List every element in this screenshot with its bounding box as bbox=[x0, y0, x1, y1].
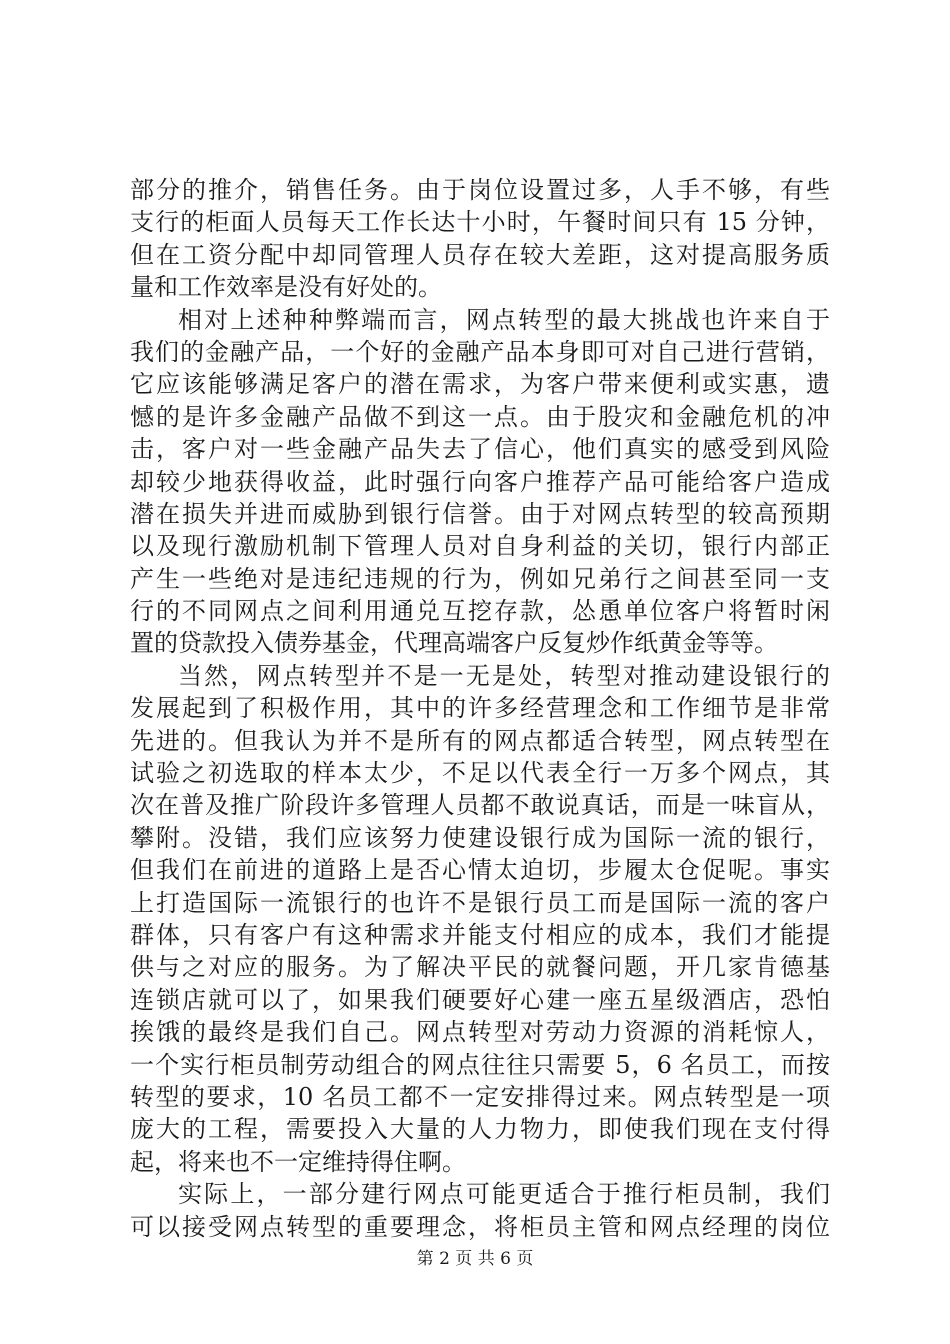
text-line: 挨饿的最终是我们自己。网点转型对劳动力资源的消耗惊人， bbox=[130, 1018, 830, 1047]
paragraph-3 bbox=[130, 660, 830, 1178]
text-line: 一个实行柜员制劳动组合的网点往往只需要 5，6 名员工，而按 bbox=[130, 1050, 830, 1079]
text-line: 以及现行激励机制下管理人员对自身利益的关切，银行内部正 bbox=[130, 532, 830, 561]
text-line: 支行的柜面人员每天工作长达十小时，午餐时间只有 15 分钟， bbox=[130, 208, 830, 237]
text-line: 置的贷款投入债券基金，代理高端客户反复炒作纸黄金等等。 bbox=[130, 629, 778, 658]
text-line: 发展起到了积极作用，其中的许多经营理念和工作细节是非常 bbox=[130, 694, 830, 723]
text-line: 转型的要求，10 名员工都不一定安排得过来。网点转型是一项 bbox=[130, 1082, 830, 1111]
paragraph-4 bbox=[130, 1178, 830, 1243]
text-line: 当然，网点转型并不是一无是处，转型对推动建设银行的 bbox=[178, 661, 830, 690]
text-line: 先进的。但我认为并不是所有的网点都适合转型，网点转型在 bbox=[130, 726, 830, 755]
text-line: 上打造国际一流银行的也许不是银行员工而是国际一流的客户 bbox=[130, 888, 830, 917]
text-line: 攀附。没错，我们应该努力使建设银行成为国际一流的银行， bbox=[130, 823, 830, 852]
text-line: 击，客户对一些金融产品失去了信心，他们真实的感受到风险 bbox=[130, 435, 830, 464]
text-line: 庞大的工程，需要投入大量的人力物力，即使我们现在支付得 bbox=[130, 1115, 830, 1144]
text-line: 连锁店就可以了，如果我们硬要好心建一座五星级酒店，恐怕 bbox=[130, 985, 830, 1014]
text-line: 潜在损失并进而威胁到银行信誉。由于对网点转型的较高预期 bbox=[130, 499, 830, 528]
text-line: 部分的推介，销售任务。由于岗位设置过多，人手不够，有些 bbox=[130, 176, 830, 204]
text-line: 可以接受网点转型的重要理念，将柜员主管和网点经理的岗位 bbox=[130, 1212, 830, 1241]
text-line: 我们的金融产品，一个好的金融产品本身即可对自己进行营销， bbox=[130, 337, 830, 366]
text-line: 行的不同网点之间利用通兑互挖存款，怂恿单位客户将暂时闲 bbox=[130, 597, 830, 626]
page-footer bbox=[0, 1244, 950, 1269]
paragraph-1 bbox=[130, 174, 830, 304]
page-number: 第 2 页 共 6 页 bbox=[416, 1249, 534, 1269]
text-line: 供与之对应的服务。为了解决平民的就餐问题，开几家肯德基 bbox=[130, 953, 830, 982]
text-line: 群体，只有客户有这种需求并能支付相应的成本，我们才能提 bbox=[130, 920, 830, 949]
text-line: 产生一些绝对是违纪违规的行为，例如兄弟行之间甚至同一支 bbox=[130, 564, 830, 593]
text-line: 试验之初选取的样本太少，不足以代表全行一万多个网点，其 bbox=[130, 759, 830, 788]
document-body bbox=[130, 174, 830, 1243]
text-line: 实际上，一部分建行网点可能更适合于推行柜员制，我们 bbox=[178, 1180, 830, 1209]
text-line: 却较少地获得收益，此时强行向客户推荐产品可能给客户造成 bbox=[130, 467, 830, 496]
text-line: 相对上述种种弊端而言，网点转型的最大挑战也许来自于 bbox=[178, 305, 830, 334]
text-line: 但在工资分配中却同管理人员存在较大差距，这对提高服务质 bbox=[130, 240, 830, 269]
text-line: 但我们在前进的道路上是否心情太迫切，步履太仓促呢。事实 bbox=[130, 856, 830, 885]
text-line: 次在普及推广阶段许多管理人员都不敢说真话，而是一味盲从， bbox=[130, 791, 830, 820]
text-line: 憾的是许多金融产品做不到这一点。由于股灾和金融危机的冲 bbox=[130, 402, 830, 431]
paragraph-2 bbox=[130, 304, 830, 660]
text-line: 它应该能够满足客户的潜在需求，为客户带来便利或实惠，遗 bbox=[130, 370, 830, 399]
text-line: 起，将来也不一定维持得住啊。 bbox=[130, 1147, 466, 1176]
text-line: 量和工作效率是没有好处的。 bbox=[130, 273, 442, 302]
